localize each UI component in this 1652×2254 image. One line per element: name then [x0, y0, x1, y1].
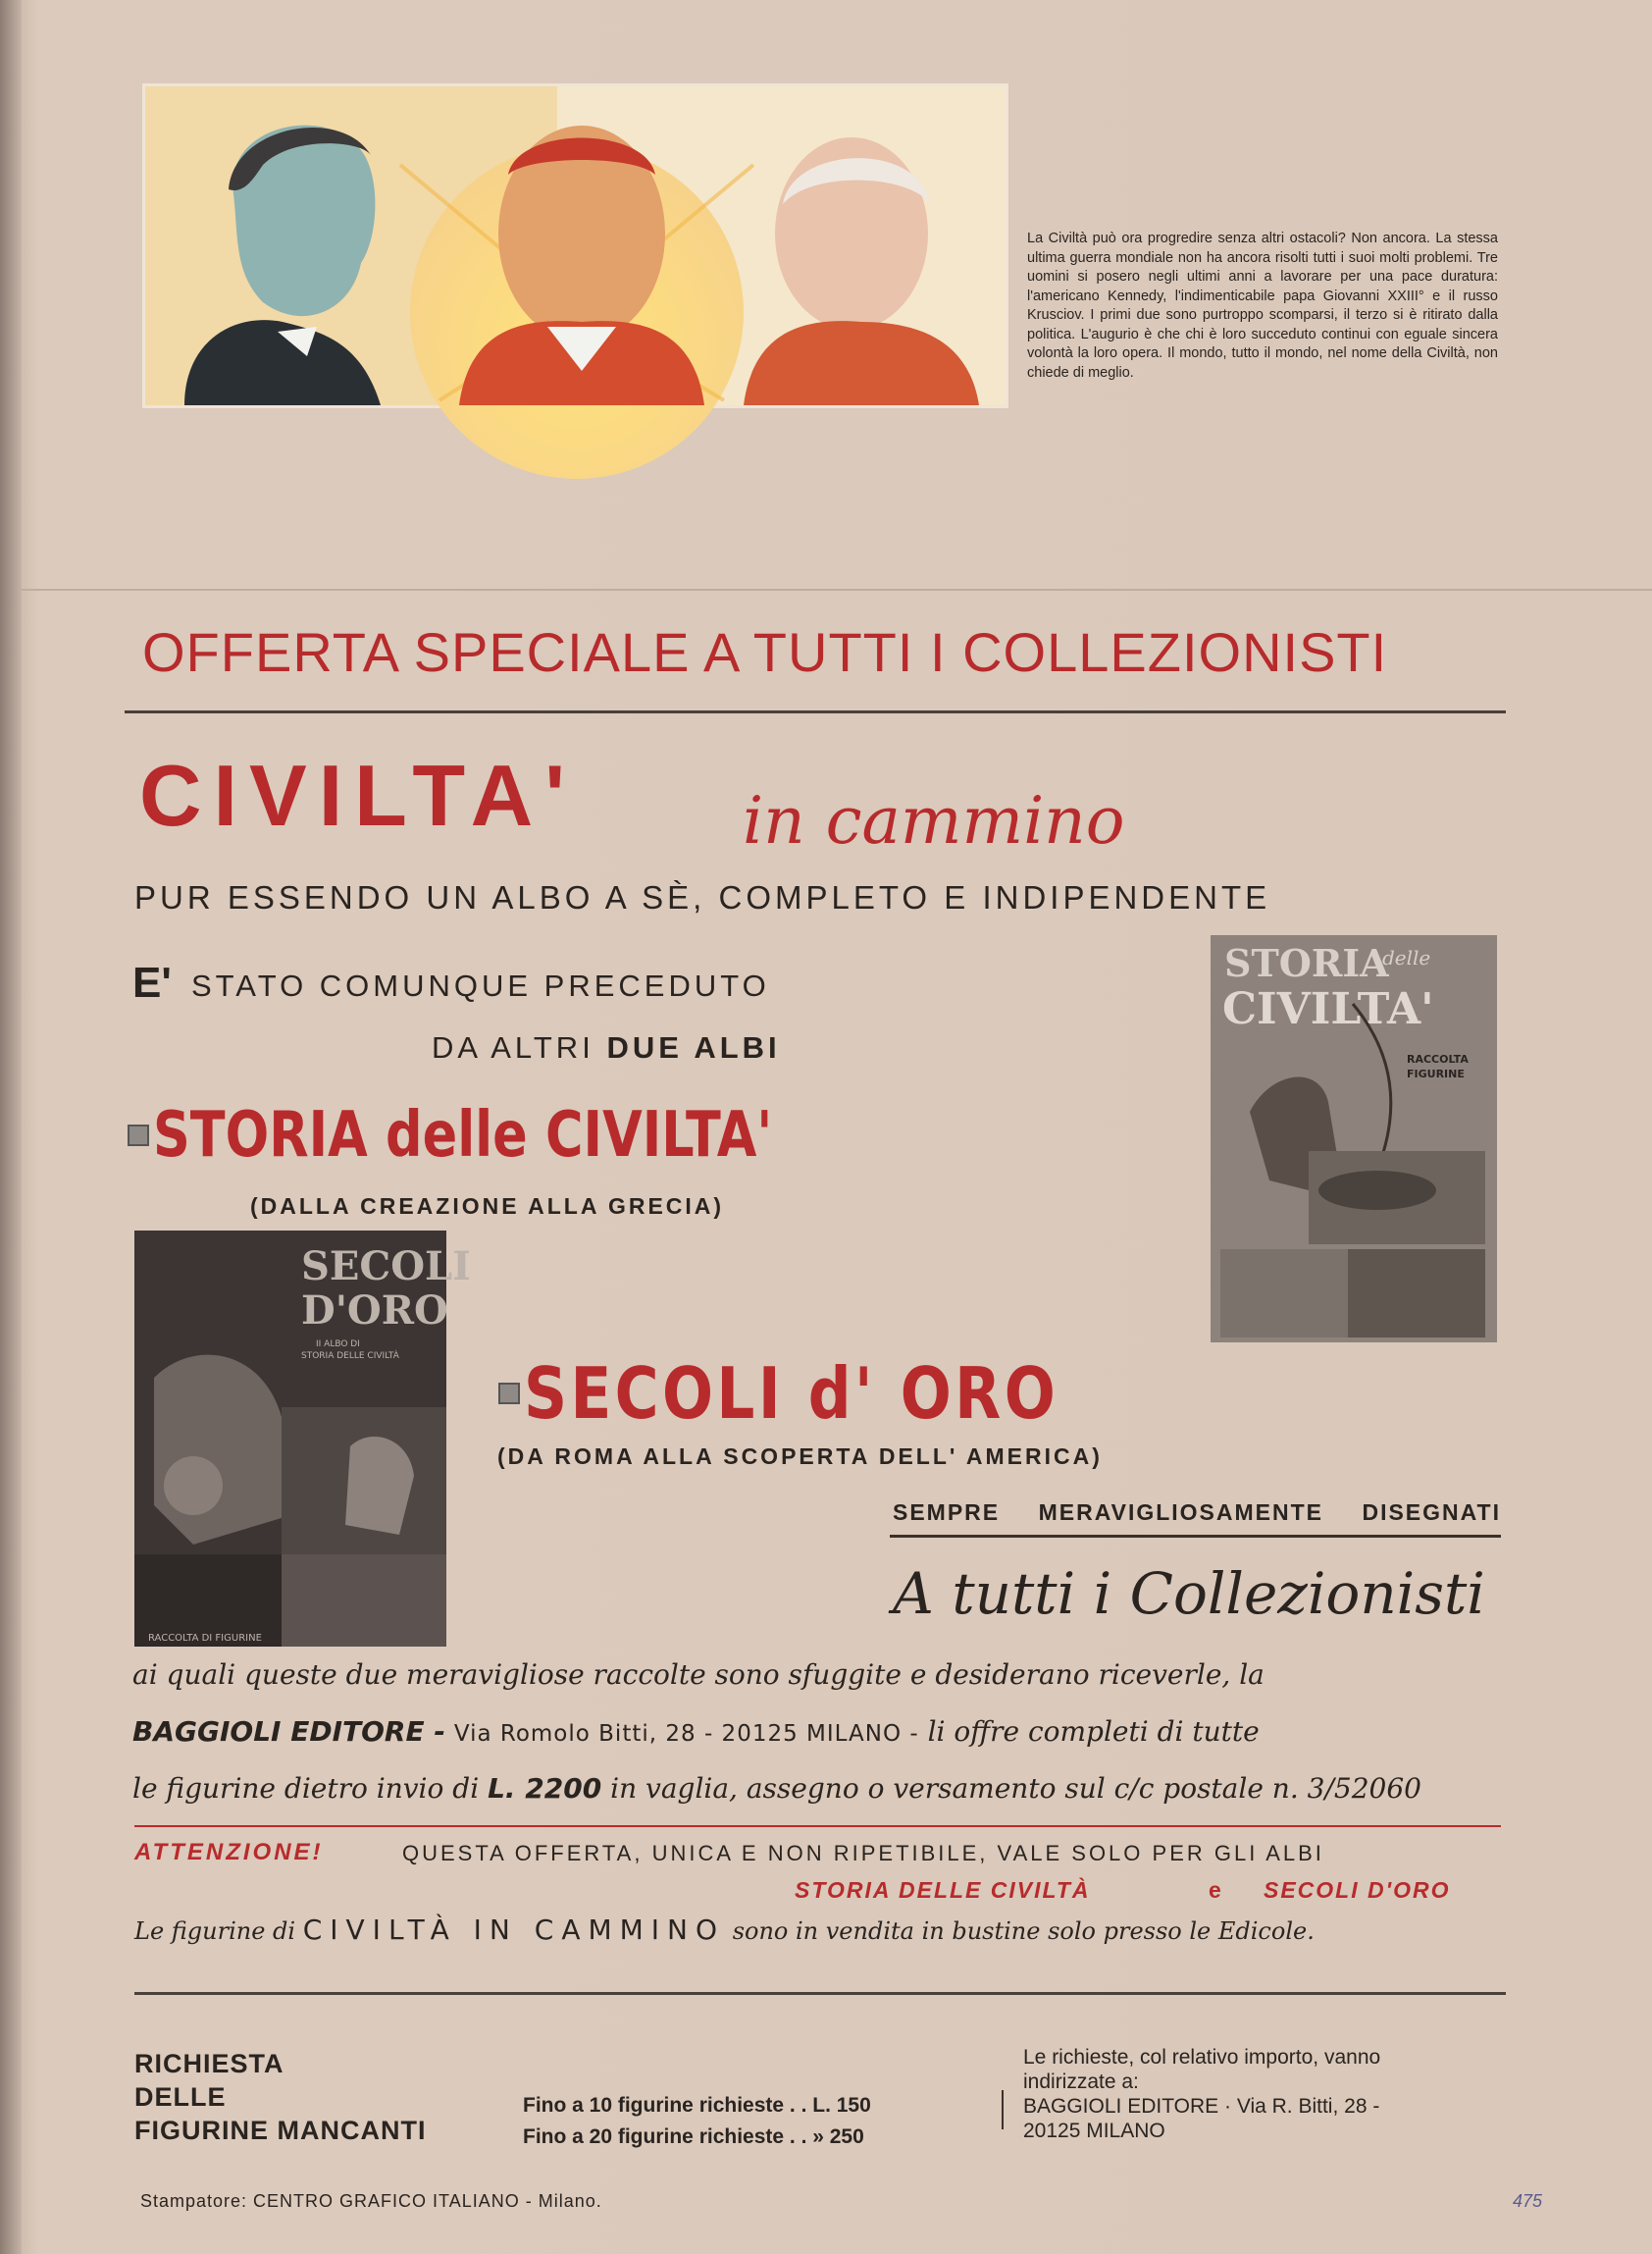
secoli-subtitle: (DA ROMA ALLA SCOPERTA DELL' AMERICA)	[497, 1443, 1103, 1469]
publisher-name: BAGGIOLI EDITORE -	[132, 1715, 445, 1748]
sempre-word-2: MERAVIGLIOSAMENTE	[1038, 1499, 1324, 1525]
sempre-word-1: SEMPRE	[893, 1499, 1001, 1525]
preceduto-line: STATO COMUNQUE PRECEDUTO	[191, 969, 770, 1003]
e-letter: E'	[132, 959, 172, 1007]
storia-subtitle: (DALLA CREAZIONE ALLA GRECIA)	[250, 1193, 725, 1219]
divider-bottom	[134, 1992, 1506, 1995]
offer-paragraph-line-3	[132, 1772, 1501, 1805]
offer-text-b: in vaglia, assegno o versamento sul c/c postale n. 3/52060	[610, 1772, 1421, 1805]
due-albi-line	[432, 1030, 781, 1066]
address-line-4: 20125 MILANO	[1023, 2120, 1165, 2142]
title-civilta: CIVILTA'	[139, 747, 578, 844]
edicole-line	[134, 1913, 1503, 1946]
sempre-underline	[890, 1535, 1501, 1538]
richiesta-block	[134, 2047, 426, 2147]
due-albi-prefix: DA ALTRI	[432, 1030, 594, 1065]
collezionisti-heading: A tutti i Collezionisti	[893, 1560, 1485, 1627]
edicole-title: CIVILTÀ IN CAMMINO	[302, 1913, 726, 1946]
cover-storia-title2: CIVILTA'	[1222, 984, 1434, 1034]
cover-storia-sub2: FIGURINE	[1407, 1068, 1465, 1080]
square-bullet-icon	[498, 1383, 520, 1404]
sempre-line	[893, 1499, 1501, 1526]
binding-spine	[0, 0, 22, 2254]
cover-secoli-title2: D'ORO	[301, 1287, 448, 1334]
intro-line: PUR ESSENDO UN ALBO A SÈ, COMPLETO E INDIPENDENTE	[134, 879, 1271, 916]
cover-secoli-title1: SECOLI	[301, 1243, 471, 1289]
cover-storia-delle: delle	[1382, 946, 1431, 970]
page-fold-line	[22, 589, 1652, 591]
richiesta-line-3: FIGURINE MANCANTI	[134, 2116, 427, 2145]
divider-top	[125, 710, 1506, 713]
handwritten-page-mark: 475	[1513, 2191, 1543, 2211]
price-row: Fino a 10 figurine richieste . . L. 150	[523, 2094, 871, 2117]
offer-text-a: le figurine dietro invio di	[132, 1772, 480, 1805]
cover-storia-delle-civilta	[1211, 935, 1497, 1342]
storia-title: STORIA delle CIVILTA'	[153, 1099, 773, 1172]
richiesta-line-1: RICHIESTA	[134, 2049, 284, 2078]
edicole-text-a: Le figurine di	[134, 1917, 296, 1945]
printer-credit: Stampatore: CENTRO GRAFICO ITALIANO - Milano.	[140, 2191, 602, 2211]
albo-separator: e	[1209, 1877, 1221, 1903]
cover-secoli-sub1: II ALBO DI	[316, 1339, 360, 1349]
attention-label: ATTENZIONE!	[134, 1839, 324, 1865]
address-line-3: BAGGIOLI EDITORE · Via R. Bitti, 28 -	[1023, 2095, 1380, 2118]
albo-storia: STORIA DELLE CIVILTÀ	[795, 1877, 1091, 1903]
publisher-address: Via Romolo Bitti, 28 - 20125 MILANO -	[453, 1721, 919, 1747]
attention-text: QUESTA OFFERTA, UNICA E NON RIPETIBILE, VALE SOLO PER GLI ALBI	[402, 1841, 1324, 1865]
title-in-cammino: in cammino	[743, 783, 1125, 859]
edicole-text-c: sono in vendita in bustine solo presso le Edicole.	[732, 1917, 1315, 1945]
portrait-illustration	[142, 83, 1008, 408]
price-row: Fino a 20 figurine richieste . . » 250	[523, 2125, 864, 2148]
due-albi-bold: DUE ALBI	[606, 1030, 781, 1065]
offer-paragraph-line-2	[132, 1715, 1501, 1748]
cover-storia-sub1: RACCOLTA	[1407, 1053, 1469, 1066]
cover-secoli-sub2: STORIA DELLE CIVILTÀ	[301, 1351, 399, 1361]
price-list	[523, 2090, 871, 2153]
address-line-1: Le richieste, col relativo importo, vanno	[1023, 2046, 1381, 2069]
price-divider	[1002, 2090, 1004, 2129]
address-line-2: indirizzate a:	[1023, 2071, 1139, 2093]
attention-rule	[134, 1825, 1501, 1827]
cover-secoli-bottom: RACCOLTA DI FIGURINE	[148, 1633, 262, 1644]
offer-heading: OFFERTA SPECIALE A TUTTI I COLLEZIONISTI	[142, 621, 1388, 683]
request-address	[1023, 2045, 1494, 2143]
secoli-title: SECOLI d' ORO	[524, 1352, 1059, 1435]
richiesta-line-2: DELLE	[134, 2082, 227, 2112]
cover-secoli-doro	[134, 1231, 471, 1647]
cover-storia-title1: STORIA	[1224, 941, 1389, 985]
illustration-caption: La Civiltà può ora progredire senza altri ostacoli? Non ancora. La stessa ultima guerra mondiale non ha ancora risolti tutti i suoi molti problemi. Tre uomini si posero negli ultimi anni a lavorare per una pace duratura: l'americano Kennedy, l'indimenticabile papa Giovanni XXIII° e il russo Krusciov. I primi due sono purtroppo scomparsi, il terzo si è ritirato dalla politica. L'augurio è che chi è loro succeduto continui con eguale sincera volontà la loro opera. Il mondo, tutto il mondo, nel nome della Civiltà, non chiede di meglio.	[1027, 231, 1498, 381]
offer-price: L. 2200	[488, 1772, 602, 1805]
sempre-word-3: DISEGNATI	[1362, 1499, 1501, 1525]
albo-secoli: SECOLI D'ORO	[1264, 1877, 1451, 1903]
offer-text: li offre completi di tutte	[927, 1715, 1260, 1748]
secoli-heading	[498, 1352, 1154, 1435]
storia-heading	[128, 1099, 908, 1172]
square-bullet-icon	[128, 1125, 149, 1146]
offer-paragraph-line-1: ai quali queste due meravigliose raccolte sono sfuggite e desiderano riceverle, la	[132, 1658, 1265, 1691]
